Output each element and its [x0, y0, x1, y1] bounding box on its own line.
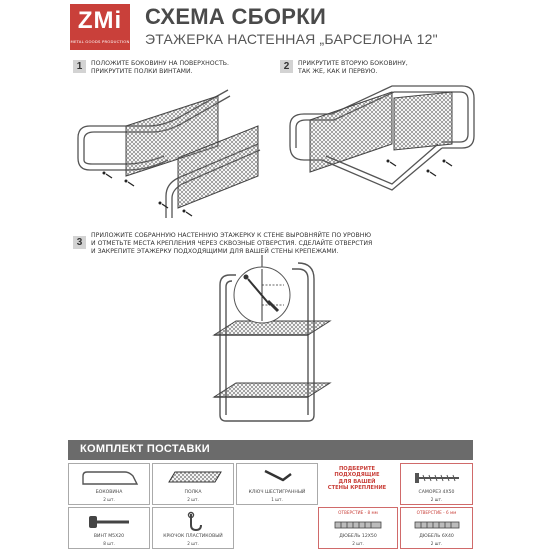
hex-key-icon	[261, 468, 295, 488]
kit-item-dowel-12x50	[318, 507, 398, 549]
brand-logo	[70, 4, 130, 50]
page-subtitle: ЭТАЖЕРКА НАСТЕННАЯ „БАРСЕЛОНА 12"	[145, 31, 438, 47]
kit-item-label: ВИНТ М5Х20	[93, 534, 125, 539]
step-3-line-1: ПРИЛОЖИТЕ СОБРАННУЮ НАСТЕННУЮ ЭТАЖЕРКУ К СТЕНЕ ВЫРОВНЯЙТЕ ПО УРОВНЮ	[91, 232, 372, 239]
kit-item-label: ДЮБЕЛЬ 6Х40	[419, 534, 454, 539]
kit-item-side-frame	[68, 463, 150, 505]
step-2-line-1: ПРИКРУТИТЕ ВТОРУЮ БОКОВИНУ,	[298, 60, 408, 67]
shelf-icon	[165, 469, 223, 485]
dowel-hole-size: ОТВЕРСТИЕ - 8 мм	[338, 510, 378, 515]
step-3-diagram	[200, 255, 332, 425]
step-3-line-3: И ЗАКРЕПИТЕ ЭТАЖЕРКУ ПОДХОДЯЩИМИ ДЛЯ ВАШЕЙ СТЕНЫ КРЕПЕЖАМИ.	[91, 248, 339, 255]
kit-item-hook	[152, 507, 234, 549]
logo-tagline: METAL GOODS PRODUCTION	[70, 39, 130, 44]
step-3-text	[91, 232, 372, 256]
kit-item-self-tapping-screw	[400, 463, 473, 505]
step-3-number: 3	[73, 236, 86, 249]
step-1-diagram	[68, 78, 273, 223]
kit-item-shelf	[152, 463, 234, 505]
step-3-line-2: И ОТМЕТЬТЕ МЕСТА КРЕПЛЕНИЯ ЧЕРЕЗ СКВОЗНЫЕ ОТВЕРСТИЯ. СДЕЛАЙТЕ ОТВЕРСТИЯ	[91, 240, 373, 247]
step-1-text	[91, 60, 229, 76]
note-line-4: СТЕНЫ КРЕПЛЕНИЕ	[327, 485, 387, 492]
dowel-hole-size: ОТВЕРСТИЕ - 6 мм	[416, 510, 457, 515]
kit-item-qty: 2 шт.	[103, 497, 115, 502]
kit-item-label: КЛЮЧ ШЕСТИГРАННЫЙ	[248, 490, 306, 495]
screw-icon	[413, 470, 463, 486]
hook-icon	[183, 511, 205, 533]
kit-item-qty: 8 шт.	[103, 541, 115, 546]
header	[0, 0, 550, 50]
step-1-number: 1	[73, 60, 86, 73]
note-line-3: ДЛЯ ВАШЕЙ	[338, 478, 376, 485]
step-2-number: 2	[280, 60, 293, 73]
kit-item-qty: 2 шт.	[430, 541, 443, 546]
note-line-2: ПОДХОДЯЩИЕ	[334, 472, 380, 479]
kit-item-qty: 2 шт.	[187, 497, 199, 502]
step-2-line-2: ТАК ЖЕ, КАК И ПЕРВУЮ.	[298, 68, 378, 75]
kit-item-hex-key	[236, 463, 318, 505]
kit-item-label: КРЮЧОК ПЛАСТИКОВЫЙ	[163, 534, 223, 539]
kit-item-qty: 1 шт.	[271, 497, 283, 502]
kit-item-label: БОКОВИНА	[95, 490, 123, 495]
logo-text: ZMi	[77, 7, 123, 34]
step-2-diagram	[282, 78, 482, 203]
kit-item-label: САМОРЕЗ 4Х50	[418, 490, 455, 495]
kit-item-qty: 2 шт.	[430, 497, 443, 502]
dowel-icon	[413, 518, 463, 532]
bolt-icon	[87, 512, 133, 532]
step-1-line-1: ПОЛОЖИТЕ БОКОВИНУ НА ПОВЕРХНОСТЬ.	[91, 60, 229, 67]
kit-title: КОМПЛЕКТ ПОСТАВКИ	[80, 443, 210, 455]
kit-item-qty: 2 шт.	[352, 541, 364, 546]
kit-item-dowel-6x40	[400, 507, 473, 549]
fastener-note	[318, 466, 396, 492]
step-2-text	[298, 60, 408, 76]
kit-item-bolt	[68, 507, 150, 549]
page-title: СХЕМА СБОРКИ	[145, 4, 327, 29]
step-1-line-2: ПРИКРУТИТЕ ПОЛКИ ВИНТАМИ.	[91, 68, 193, 75]
kit-item-label: ДЮБЕЛЬ 12Х50	[339, 534, 377, 539]
note-line-1: ПОДБЕРИТЕ	[338, 466, 376, 472]
kit-item-label: ПОЛКА	[184, 490, 202, 495]
side-frame-icon	[79, 468, 141, 488]
dowel-icon	[333, 518, 385, 532]
kit-item-qty: 2 шт.	[187, 541, 199, 546]
